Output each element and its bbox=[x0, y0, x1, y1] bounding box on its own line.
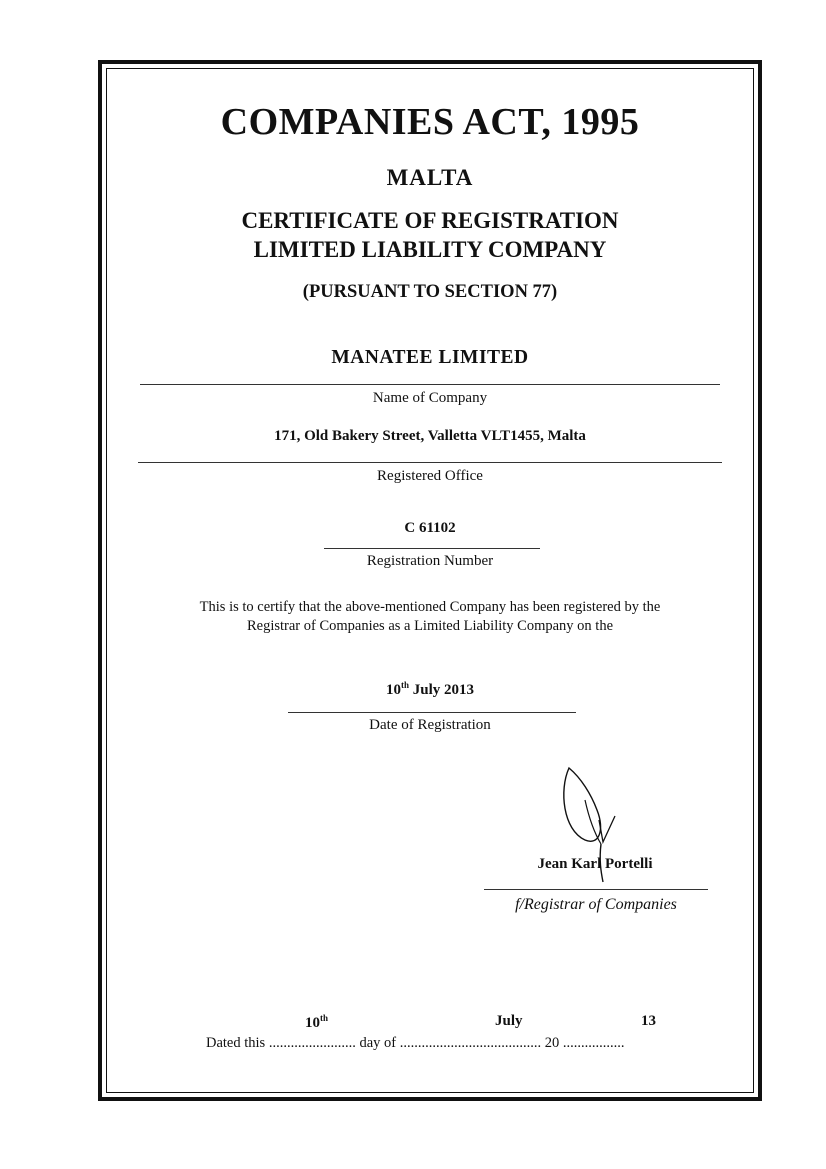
country-heading: MALTA bbox=[386, 165, 474, 190]
dated-year: 13 bbox=[641, 1013, 656, 1029]
certificate-title-line1: CERTIFICATE OF REGISTRATION bbox=[241, 208, 619, 233]
act-title: COMPANIES ACT, 1995 bbox=[220, 101, 640, 143]
registration-number-rule bbox=[324, 548, 540, 549]
registration-date-caption: Date of Registration bbox=[369, 717, 491, 733]
registration-date-rule bbox=[288, 712, 576, 713]
company-name-caption: Name of Company bbox=[372, 390, 488, 406]
company-name: MANATEE LIMITED bbox=[331, 347, 529, 368]
registration-number-caption: Registration Number bbox=[366, 553, 494, 569]
registrar-name: Jean Karl Portelli bbox=[537, 856, 653, 872]
registration-date-suffix: th bbox=[400, 680, 409, 690]
company-name-rule bbox=[140, 384, 720, 385]
signature-rule bbox=[484, 889, 708, 890]
dated-day-suffix: th bbox=[320, 1013, 329, 1023]
dated-month: July bbox=[495, 1013, 523, 1029]
dated-line: Dated this ........................ day of ....................................... 20 ................. bbox=[206, 1035, 625, 1051]
registration-date-day: 10 bbox=[385, 682, 401, 698]
registered-office-address: 171, Old Bakery Street, Valletta VLT1455, Malta bbox=[274, 428, 586, 444]
certificate-title-line2: LIMITED LIABILITY COMPANY bbox=[253, 237, 607, 262]
pursuant-section: (PURSUANT TO SECTION 77) bbox=[302, 282, 558, 302]
dated-day bbox=[305, 1013, 328, 1032]
dated-day-number: 10 bbox=[305, 1015, 320, 1031]
registration-number: C 61102 bbox=[404, 520, 456, 536]
certification-statement: This is to certify that the above-mentioned Company has been registered by the Registrar of Companies as a Limited Liability Company on the bbox=[199, 599, 661, 634]
registered-office-rule bbox=[138, 462, 722, 463]
registration-date bbox=[280, 680, 580, 699]
registered-office-caption: Registered Office bbox=[377, 468, 483, 484]
registration-date-rest: July 2013 bbox=[409, 682, 475, 698]
registrar-title: f/Registrar of Companies bbox=[515, 896, 677, 913]
